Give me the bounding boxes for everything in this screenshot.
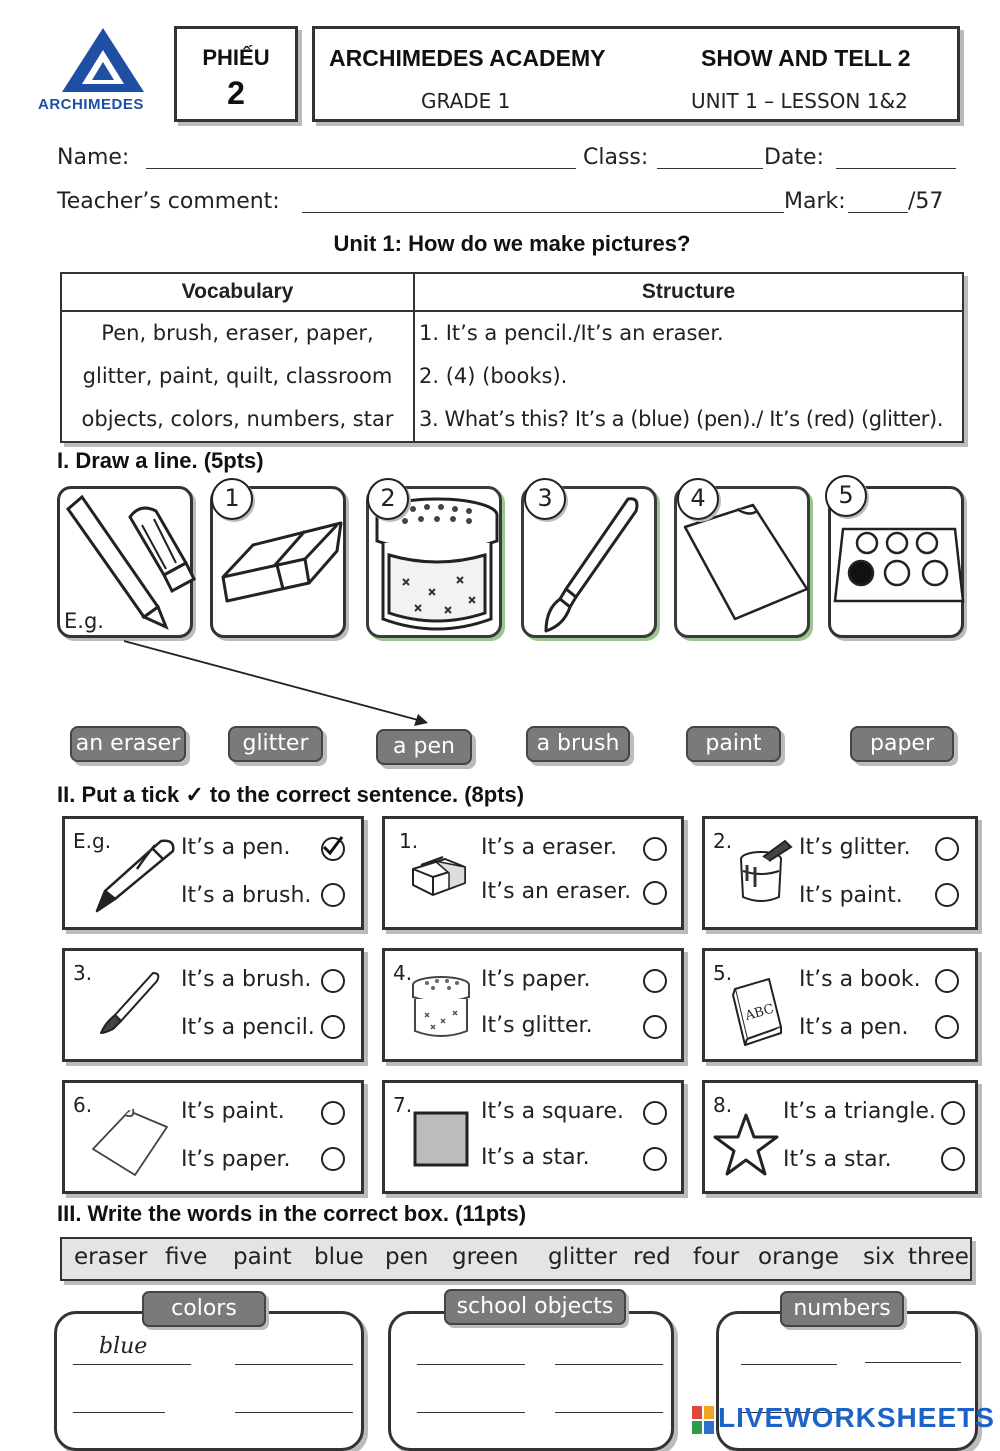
card-label: 7. bbox=[393, 1093, 413, 1117]
card-label: 2. bbox=[713, 829, 733, 853]
tick-option-1[interactable] bbox=[643, 969, 667, 993]
liveworksheets-logo-icon bbox=[692, 1406, 716, 1436]
sentence-2: It’s a star. bbox=[481, 1145, 590, 1170]
answer-line[interactable] bbox=[555, 1364, 663, 1365]
tick-option-1[interactable] bbox=[935, 969, 959, 993]
sentence-2: It’s an eraser. bbox=[481, 879, 632, 904]
section-2-title: II. Put a tick ✓ to the correct sentence. (8pts) bbox=[57, 782, 525, 807]
word-a-pen[interactable]: a pen bbox=[376, 729, 472, 765]
unit-lesson: UNIT 1 – LESSON 1&2 bbox=[691, 89, 908, 113]
svg-text:ABC: ABC bbox=[743, 1001, 776, 1024]
mark-label: Mark: bbox=[784, 189, 846, 214]
category-label-numbers: numbers bbox=[780, 1291, 904, 1327]
tick-option-2[interactable] bbox=[643, 1015, 667, 1039]
section-3-title: III. Write the words in the correct box. (11pts) bbox=[57, 1201, 527, 1226]
tick-option-2[interactable] bbox=[643, 1147, 667, 1171]
sentence-2: It’s paint. bbox=[799, 883, 903, 908]
liveworksheets-text: LIVEWORKSHEETS bbox=[718, 1402, 995, 1433]
sentence-1: It’s a book. bbox=[799, 967, 921, 992]
sentence-1: It’s paper. bbox=[481, 967, 591, 992]
tick-option-1[interactable] bbox=[935, 837, 959, 861]
card-label: 8. bbox=[713, 1093, 733, 1117]
square-icon bbox=[413, 1111, 471, 1169]
word-an-eraser[interactable]: an eraser bbox=[70, 726, 186, 762]
tick-card-6 bbox=[62, 1080, 364, 1194]
vocab-header: Vocabulary bbox=[61, 273, 414, 311]
category-box-school-objects bbox=[388, 1311, 674, 1451]
sentence-2: It’s a star. bbox=[783, 1147, 892, 1172]
name-label: Name: bbox=[57, 145, 130, 170]
sentence-2: It’s a brush. bbox=[181, 883, 312, 908]
structure-line: 3. What’s this? It’s a (blue) (pen)./ It’s (red) (glitter). bbox=[419, 407, 944, 431]
bank-word: green bbox=[452, 1244, 519, 1270]
sentence-2: It’s paper. bbox=[181, 1147, 291, 1172]
bank-word: eraser bbox=[74, 1244, 148, 1270]
tick-card-3 bbox=[62, 948, 364, 1062]
example-answer: blue bbox=[99, 1334, 148, 1359]
book-icon bbox=[729, 975, 789, 1047]
sentence-1: It’s a pen. bbox=[181, 835, 291, 860]
card-label: 6. bbox=[73, 1093, 93, 1117]
date-label: Date: bbox=[764, 145, 824, 170]
word-glitter[interactable]: glitter bbox=[228, 726, 323, 762]
tick-option-2[interactable] bbox=[643, 881, 667, 905]
vocab-line: Pen, brush, eraser, paper, bbox=[101, 321, 374, 345]
checkmark-icon bbox=[320, 835, 344, 859]
tick-option-1-checked[interactable] bbox=[321, 837, 345, 861]
sentence-1: It’s a eraser. bbox=[481, 835, 618, 860]
sentence-1: It’s a square. bbox=[481, 1099, 624, 1124]
tick-option-2[interactable] bbox=[321, 883, 345, 907]
card-label: 3. bbox=[73, 961, 93, 985]
bank-word: six bbox=[863, 1244, 895, 1270]
structure-header: Structure bbox=[414, 273, 963, 311]
paint-can-icon bbox=[733, 837, 793, 907]
word-a-brush[interactable]: a brush bbox=[526, 726, 630, 762]
card-label: E.g. bbox=[73, 829, 112, 853]
sheet-label: PHIẾU bbox=[202, 45, 270, 70]
category-box-colors bbox=[54, 1311, 364, 1451]
answer-line[interactable] bbox=[73, 1364, 191, 1365]
category-label-colors: colors bbox=[142, 1291, 266, 1327]
class-label: Class: bbox=[583, 145, 649, 170]
structure-line: 1. It’s a pencil./It’s an eraser. bbox=[419, 321, 724, 345]
book-title: SHOW AND TELL 2 bbox=[701, 45, 911, 71]
bank-word: four bbox=[693, 1244, 740, 1270]
tick-option-2[interactable] bbox=[935, 883, 959, 907]
school-name: ARCHIMEDES ACADEMY bbox=[329, 45, 606, 71]
brush-icon bbox=[99, 969, 163, 1039]
answer-line[interactable] bbox=[741, 1364, 837, 1365]
bank-word: pen bbox=[385, 1244, 429, 1270]
answer-line[interactable] bbox=[73, 1412, 165, 1413]
tick-card-2 bbox=[702, 816, 978, 930]
bank-word: five bbox=[165, 1244, 208, 1270]
word-paper[interactable]: paper bbox=[850, 726, 954, 762]
tick-option-2[interactable] bbox=[321, 1147, 345, 1171]
tick-card-5 bbox=[702, 948, 978, 1062]
word-bank bbox=[60, 1237, 972, 1281]
sentence-1: It’s a triangle. bbox=[783, 1099, 936, 1124]
star-icon bbox=[713, 1113, 779, 1177]
tick-card-7 bbox=[382, 1080, 684, 1194]
sheet-number: 2 bbox=[227, 75, 245, 111]
picture-number-4: 4 bbox=[677, 478, 719, 520]
tick-option-1[interactable] bbox=[321, 969, 345, 993]
answer-line[interactable] bbox=[417, 1412, 525, 1413]
vocab-line: glitter, paint, quilt, classroom bbox=[82, 364, 393, 388]
tick-option-1[interactable] bbox=[321, 1101, 345, 1125]
tick-option-1[interactable] bbox=[643, 837, 667, 861]
bank-word: orange bbox=[758, 1244, 839, 1270]
picture-number-2: 2 bbox=[367, 478, 409, 520]
bank-word: paint bbox=[233, 1244, 292, 1270]
sentence-1: It’s glitter. bbox=[799, 835, 911, 860]
vocab-line: objects, colors, numbers, star bbox=[81, 407, 394, 431]
tick-card-1 bbox=[382, 816, 684, 930]
comment-label: Teacher’s comment: bbox=[57, 189, 280, 214]
answer-line[interactable] bbox=[235, 1364, 353, 1365]
mark-total: /57 bbox=[908, 189, 944, 214]
example-label: E.g. bbox=[64, 609, 104, 633]
tick-card-4 bbox=[382, 948, 684, 1062]
grade-label: GRADE 1 bbox=[421, 89, 511, 113]
tick-option-2[interactable] bbox=[941, 1147, 965, 1171]
answer-line[interactable] bbox=[417, 1364, 525, 1365]
unit-title: Unit 1: How do we make pictures? bbox=[333, 231, 691, 256]
answer-line[interactable] bbox=[865, 1362, 961, 1363]
section-1-title: I. Draw a line. (5pts) bbox=[57, 448, 264, 473]
structure-line: 2. (4) (books). bbox=[419, 364, 568, 388]
logo-text: ARCHIMEDES bbox=[38, 96, 144, 113]
card-label: 5. bbox=[713, 961, 733, 985]
picture-number-5: 5 bbox=[825, 475, 867, 517]
bank-word: blue bbox=[314, 1244, 364, 1270]
sentence-1: It’s a brush. bbox=[181, 967, 312, 992]
glitter-jar-icon bbox=[409, 973, 473, 1043]
tick-card-8 bbox=[702, 1080, 978, 1194]
tick-option-1[interactable] bbox=[643, 1101, 667, 1125]
tick-option-1[interactable] bbox=[941, 1101, 965, 1125]
sentence-1: It’s paint. bbox=[181, 1099, 285, 1124]
tick-option-2[interactable] bbox=[321, 1015, 345, 1039]
bank-word: red bbox=[633, 1244, 671, 1270]
bank-word: three bbox=[908, 1244, 969, 1270]
sentence-2: It’s a pen. bbox=[799, 1015, 909, 1040]
tick-card-example bbox=[62, 816, 364, 930]
category-label-school-objects: school objects bbox=[444, 1289, 626, 1325]
eraser-icon bbox=[409, 851, 469, 899]
picture-number-3: 3 bbox=[524, 478, 566, 520]
paper-icon bbox=[89, 1105, 169, 1181]
sentence-2: It’s a pencil. bbox=[181, 1015, 315, 1040]
bank-word: glitter bbox=[548, 1244, 618, 1270]
picture-number-1: 1 bbox=[211, 478, 253, 520]
answer-line[interactable] bbox=[555, 1412, 663, 1413]
tick-option-2[interactable] bbox=[935, 1015, 959, 1039]
card-label: 1. bbox=[399, 829, 419, 853]
card-label: 4. bbox=[393, 961, 413, 985]
pen-icon bbox=[91, 837, 181, 917]
word-paint[interactable]: paint bbox=[686, 726, 781, 762]
answer-line[interactable] bbox=[235, 1412, 353, 1413]
sentence-2: It’s glitter. bbox=[481, 1013, 593, 1038]
